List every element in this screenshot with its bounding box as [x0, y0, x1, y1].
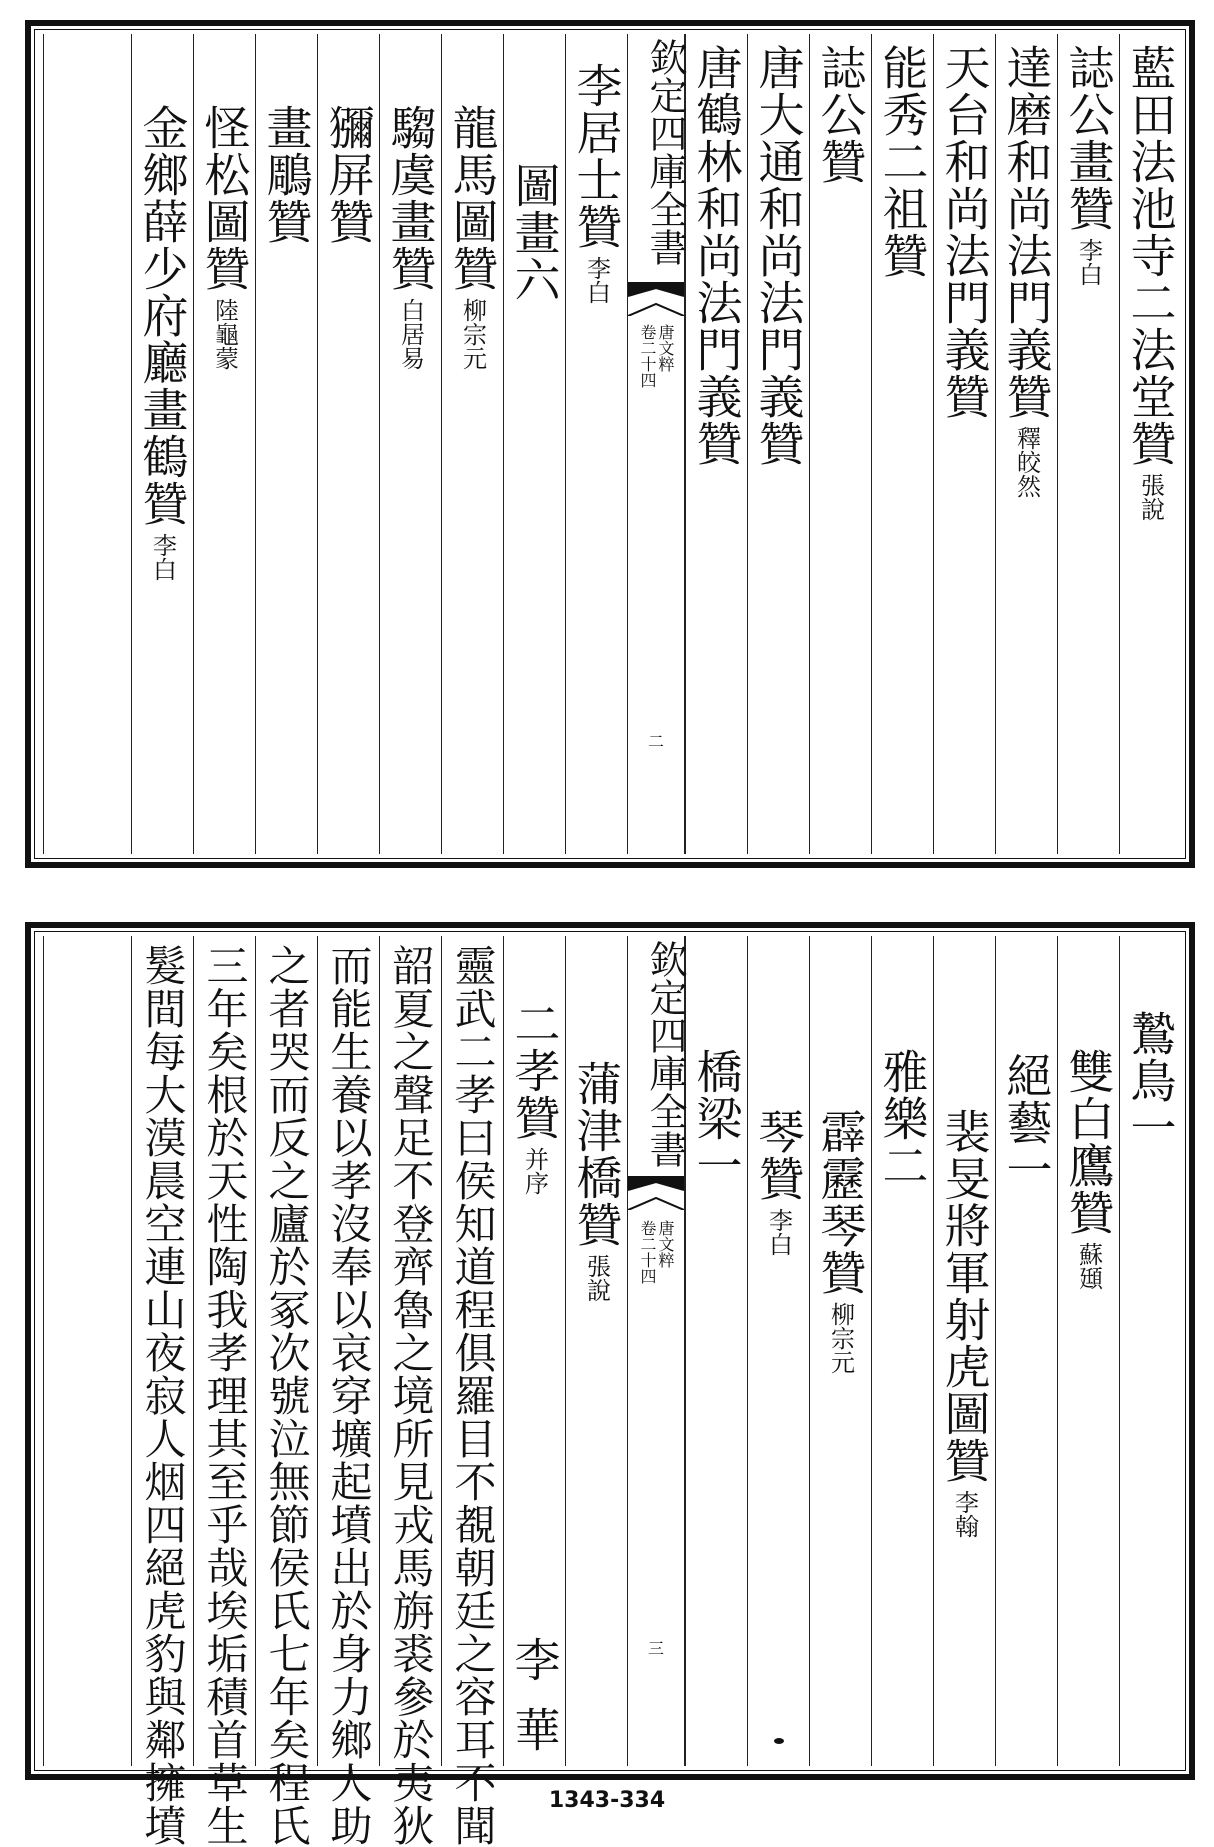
text-column [503, 936, 565, 1776]
text-column [685, 34, 747, 854]
text-column [565, 936, 627, 1766]
text-column [503, 34, 565, 854]
entry-author: 李白 [1074, 238, 1103, 286]
entry-title: 龍馬圖贊 [445, 104, 500, 292]
spine-book-name: 唐文粹 [656, 1220, 675, 1268]
entry-title: 天台和尚法門義贊 [937, 44, 992, 420]
entry-title: 李居士贊 [569, 62, 624, 250]
spine-subtitle [628, 324, 684, 388]
text-column [193, 34, 255, 854]
page-text-area [39, 34, 1181, 854]
entry-author: 釋皎然 [1012, 426, 1041, 498]
entry-title: 琴贊 [751, 1108, 806, 1202]
text-column [995, 936, 1057, 1766]
entry-title: 金鄉薛少府廳畫鶴贊 [135, 104, 190, 527]
text-column [131, 34, 193, 854]
entry-title: 誌公贊 [813, 44, 868, 185]
text-column [193, 936, 255, 1847]
entry-author: 李白 [148, 533, 177, 581]
book-page-upper [25, 20, 1195, 868]
spine-title: 欽定四庫全書 [643, 940, 687, 1168]
body-text: 髮間每大漠晨空連山夜寂人烟四絕虎豹與鄰擁墳 [138, 944, 188, 1847]
entry-author: 李翰 [950, 1490, 979, 1538]
text-column [809, 34, 871, 854]
spine-page-number: 三 [647, 1639, 664, 1658]
text-column [685, 936, 747, 1766]
entry-title: 獼屏贊 [321, 104, 376, 245]
body-text: 而能生養以孝沒奉以哀穿壙起墳出於身力鄉人助 [324, 944, 374, 1847]
text-column [565, 34, 627, 854]
entry-title: 雙白鷹贊 [1061, 1048, 1116, 1236]
body-text: 之者哭而反之廬於冢次號泣無節侯氏七年矣程氏 [262, 944, 312, 1847]
body-text: 靈武二孝曰侯知道程俱羅目不覩朝廷之容耳不聞 [448, 944, 498, 1847]
spine-title: 欽定四庫全書 [643, 38, 687, 266]
entry-author: 張說 [582, 1254, 611, 1302]
text-column [747, 936, 809, 1766]
fish-tail-mark [628, 282, 684, 316]
body-text: 韶夏之聲足不登齊魯之境所見戎馬旃裘參於夷狄 [386, 944, 436, 1847]
text-column [441, 936, 503, 1847]
entry-author: 柳宗元 [826, 1302, 855, 1374]
entry-title: 蒲津橋贊 [569, 1060, 624, 1248]
entry-title: 唐鶴林和尚法門義贊 [689, 44, 744, 467]
spine-page-number: 二 [647, 732, 664, 751]
text-column-empty [43, 34, 131, 854]
text-column [1057, 34, 1119, 854]
body-text: 三年矣根於天性陶我孝理其至乎哉埃垢積首草生 [200, 944, 250, 1847]
entry-author: 李白 [582, 256, 611, 304]
catalog-code: 1343-334 [548, 1788, 666, 1813]
ink-dot [774, 1738, 784, 1744]
section-heading: 絕藝一 [999, 1052, 1054, 1193]
text-column [255, 936, 317, 1847]
center-spine [627, 936, 685, 1766]
text-column [933, 936, 995, 1766]
text-column [131, 936, 193, 1847]
entry-author: 陸龜蒙 [210, 298, 239, 370]
spine-book-name: 唐文粹 [656, 324, 675, 372]
text-column [933, 34, 995, 854]
text-column [379, 34, 441, 854]
entry-title: 畫鵰贊 [259, 104, 314, 245]
fish-tail-mark [628, 1176, 684, 1210]
section-heading: 鷙鳥一 [1123, 1010, 1178, 1151]
text-column [255, 34, 317, 854]
section-heading: 圖畫六 [507, 162, 562, 303]
text-column [747, 34, 809, 854]
entry-author: 柳宗元 [458, 298, 487, 370]
text-column [441, 34, 503, 854]
text-column [871, 34, 933, 854]
spine-subtitle [628, 1220, 684, 1284]
entry-author: 并序 [520, 1147, 549, 1195]
entry-title: 唐大通和尚法門義贊 [751, 44, 806, 467]
entry-author: 蘇頲 [1074, 1242, 1103, 1290]
entry-title: 裴旻將軍射虎圖贊 [937, 1108, 992, 1484]
entry-title: 二孝贊 [507, 1000, 562, 1141]
center-spine [627, 34, 685, 854]
text-column [871, 936, 933, 1766]
text-column [995, 34, 1057, 854]
spine-volume: 卷二十四 [638, 324, 657, 388]
entry-author: 李白 [764, 1208, 793, 1256]
spine-volume: 卷二十四 [638, 1220, 657, 1284]
text-column-empty [43, 936, 131, 1766]
entry-author: 白居易 [396, 298, 425, 370]
signature-author: 李華 [507, 1636, 562, 1776]
text-column [379, 936, 441, 1847]
entry-title: 藍田法池寺二法堂贊 [1123, 44, 1178, 467]
entry-title: 怪松圖贊 [197, 104, 252, 292]
entry-author: 張說 [1136, 473, 1165, 521]
entry-title: 達磨和尚法門義贊 [999, 44, 1054, 420]
section-heading: 雅樂二 [875, 1048, 930, 1189]
section-heading: 橋梁一 [689, 1048, 744, 1189]
text-column [1057, 936, 1119, 1766]
entry-title: 騶虞畫贊 [383, 104, 438, 292]
entry-title: 誌公畫贊 [1061, 44, 1116, 232]
entry-title: 能秀二祖贊 [875, 44, 930, 279]
text-column [1119, 936, 1181, 1766]
text-column [1119, 34, 1181, 854]
text-column [809, 936, 871, 1766]
entry-title: 霹靂琴贊 [813, 1108, 868, 1296]
text-column [317, 936, 379, 1847]
text-column [317, 34, 379, 854]
